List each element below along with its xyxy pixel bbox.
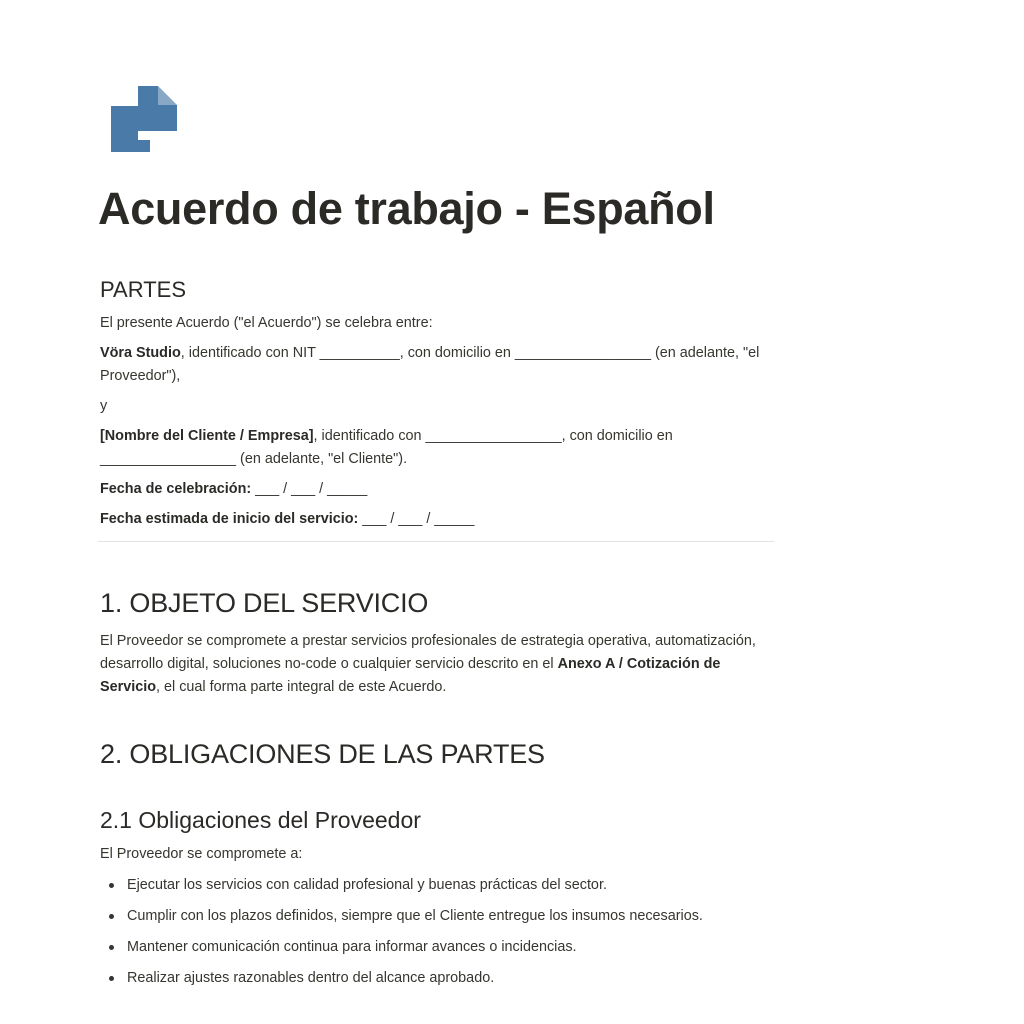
- divider: [98, 541, 774, 542]
- list-item: Cumplir con los plazos definidos, siempre que el Cliente entregue los insumos necesarios.: [100, 905, 776, 928]
- provider-obligations-list: [100, 874, 776, 990]
- partes-heading: PARTES: [100, 277, 186, 302]
- client-paragraph: [100, 425, 776, 471]
- document-copy-icon[interactable]: [108, 86, 180, 154]
- list-item: Ejecutar los servicios con calidad profesional y buenas prácticas del sector.: [100, 874, 776, 897]
- page-title[interactable]: Acuerdo de trabajo - Español: [98, 183, 715, 234]
- section-2-1-intro: El Proveedor se compromete a:: [100, 846, 303, 862]
- section-1-heading: 1. OBJETO DEL SERVICIO: [100, 588, 429, 618]
- date-label: Fecha de celebración:: [100, 481, 252, 497]
- section-1-text-a: El Proveedor se compromete a prestar servicios profesionales de estrategia operativa, automatización, desarrollo digital, soluciones no-code o cualquier servicio descrito en el: [100, 633, 756, 672]
- list-item: Realizar ajustes razonables dentro del alcance aprobado.: [100, 967, 776, 990]
- section-1-paragraph: [100, 630, 776, 699]
- document-content: [100, 180, 776, 990]
- provider-name: Vöra Studio: [100, 345, 181, 361]
- provider-paragraph: [100, 342, 776, 388]
- section-1-text-b: , el cual forma parte integral de este Acuerdo.: [156, 679, 447, 695]
- partes-intro: El presente Acuerdo ("el Acuerdo") se celebra entre:: [100, 315, 433, 331]
- annex-reference: Anexo A / Cotización de Servicio: [100, 656, 721, 695]
- date-line: [100, 478, 776, 501]
- section-2-1-heading: 2.1 Obligaciones del Proveedor: [100, 807, 421, 833]
- date-value: ___ / ___ / _____: [251, 481, 368, 497]
- start-date-value: ___ / ___ / _____: [358, 511, 475, 527]
- and-text: y: [100, 398, 108, 414]
- provider-details: , identificado con NIT __________, con domicilio en _________________ (en adelante, "el Proveedor"),: [100, 345, 760, 384]
- section-2-heading: 2. OBLIGACIONES DE LAS PARTES: [100, 739, 545, 769]
- client-details: , identificado con _________________, con domicilio en _________________ (en adelante, "el Cliente").: [100, 428, 673, 467]
- start-date-label: Fecha estimada de inicio del servicio:: [100, 511, 359, 527]
- list-item: Mantener comunicación continua para informar avances o incidencias.: [100, 936, 776, 959]
- start-date-line: [100, 508, 776, 531]
- client-name: [Nombre del Cliente / Empresa]: [100, 428, 314, 444]
